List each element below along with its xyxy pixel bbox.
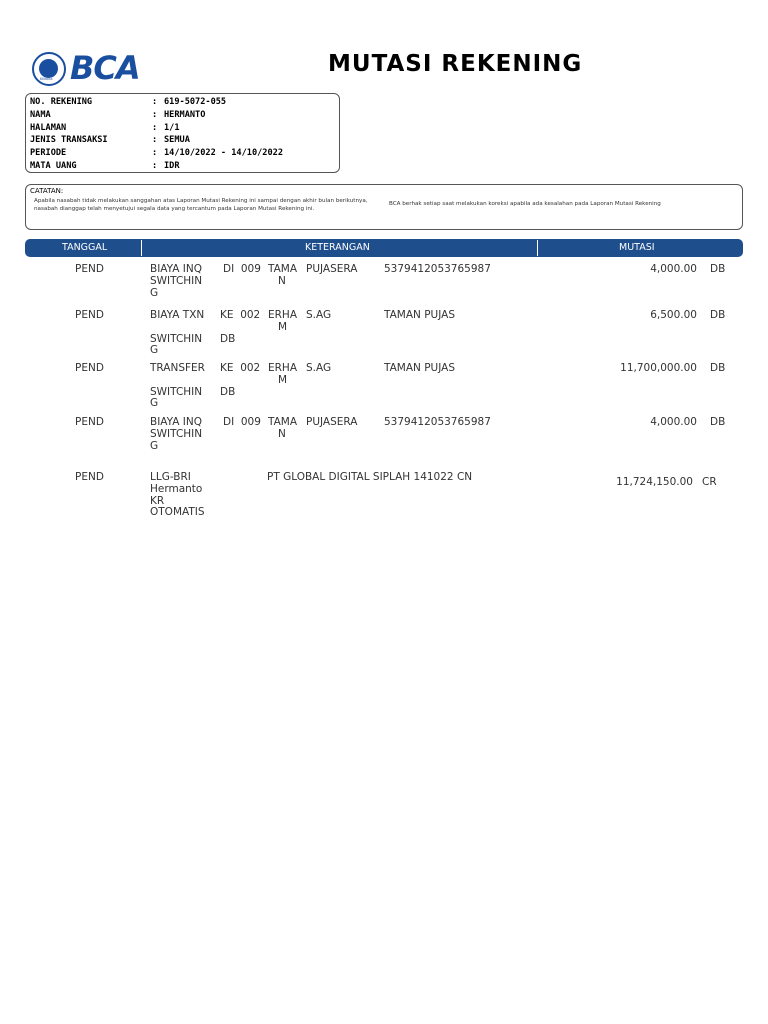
type-cell: DB — [710, 416, 726, 428]
description-code: DI 009 — [223, 263, 261, 275]
column-header-tanggal: TANGGAL — [62, 242, 108, 253]
type-cell: DB — [710, 362, 726, 374]
amount-cell: 11,700,000.00 — [620, 362, 697, 374]
account-row: MATA UANG : IDR — [30, 160, 180, 171]
description-line-1: LLG-BRI Hermanto KR OTOMATIS — [150, 471, 205, 519]
account-info-box — [25, 93, 340, 173]
description-part: TAMA N — [268, 263, 298, 287]
column-header-mutasi: MUTASI — [619, 242, 655, 253]
date-cell: PEND — [75, 416, 104, 428]
description-part: TAMA N — [268, 416, 298, 440]
description-line-1: BIAYA TXN SWITCHIN G — [150, 309, 205, 357]
notes-box — [25, 184, 743, 230]
date-cell: PEND — [75, 362, 104, 374]
description-line-1: BIAYA INQ SWITCHIN G — [150, 263, 203, 299]
description-line-1: TRANSFER SWITCHIN G — [150, 362, 205, 410]
column-divider — [141, 240, 142, 256]
account-row: JENIS TRANSAKSI : SEMUA — [30, 135, 190, 146]
notes-right-text: BCA berhak setiap saat melakukan koreksi apabila ada kesalahan pada Laporan Mutasi Rekening — [389, 201, 661, 207]
description-line-1: BIAYA INQ SWITCHIN G — [150, 416, 203, 452]
column-header-keterangan: KETERANGAN — [305, 242, 370, 253]
account-row: NO. REKENING : 619-5072-055 — [30, 97, 227, 107]
date-cell: PEND — [75, 263, 104, 275]
description-part: ERHA M — [268, 309, 298, 333]
description-merchant: S.AG — [306, 309, 332, 321]
amount-cell: 4,000.00 — [650, 263, 697, 275]
description-merchant: PT GLOBAL DIGITAL SIPLAH 141022 CN — [267, 471, 473, 483]
amount-cell: 4,000.00 — [650, 416, 697, 428]
description-code: DI 009 — [223, 416, 261, 428]
description-reference: 5379412053765987 — [384, 416, 491, 428]
logo-text: BCA — [70, 49, 140, 87]
type-cell: DB — [710, 263, 726, 275]
notes-left-text: Apabila nasabah tidak melakukan sanggahan atas Laporan Mutasi Rekening ini sampai dengan akhir bulan berikutnya, nasabah dianggap telah menyetujui segala data yang tercantum pada Laporan Mutasi Rekening ini. — [34, 198, 368, 212]
notes-label: CATATAN: — [30, 187, 64, 195]
description-reference: TAMAN PUJAS — [384, 309, 455, 321]
account-row: HALAMAN : 1/1 — [30, 122, 180, 133]
amount-cell: 11,724,150.00 — [616, 476, 693, 488]
table-header — [25, 239, 743, 257]
account-row: PERIODE : 14/10/2022 - 14/10/2022 — [30, 148, 283, 159]
column-divider — [537, 240, 538, 256]
bca-emblem-icon: Klikbca — [32, 52, 66, 86]
description-code: KE 002 DB — [220, 362, 261, 398]
date-cell: PEND — [75, 471, 104, 483]
amount-cell: 6,500.00 — [650, 309, 697, 321]
date-cell: PEND — [75, 309, 104, 321]
bca-logo — [32, 49, 146, 87]
description-code: KE 002 DB — [220, 309, 261, 345]
description-part: ERHA M — [268, 362, 298, 386]
description-merchant: S.AG — [306, 362, 332, 374]
description-reference: TAMAN PUJAS — [384, 362, 455, 374]
description-merchant: PUJASERA — [306, 416, 358, 428]
account-row: NAMA : HERMANTO — [30, 109, 206, 120]
type-cell: DB — [710, 309, 726, 321]
type-cell: CR — [702, 476, 717, 488]
page-title: MUTASI REKENING — [328, 51, 583, 77]
description-merchant: PUJASERA — [306, 263, 358, 275]
description-reference: 5379412053765987 — [384, 263, 491, 275]
